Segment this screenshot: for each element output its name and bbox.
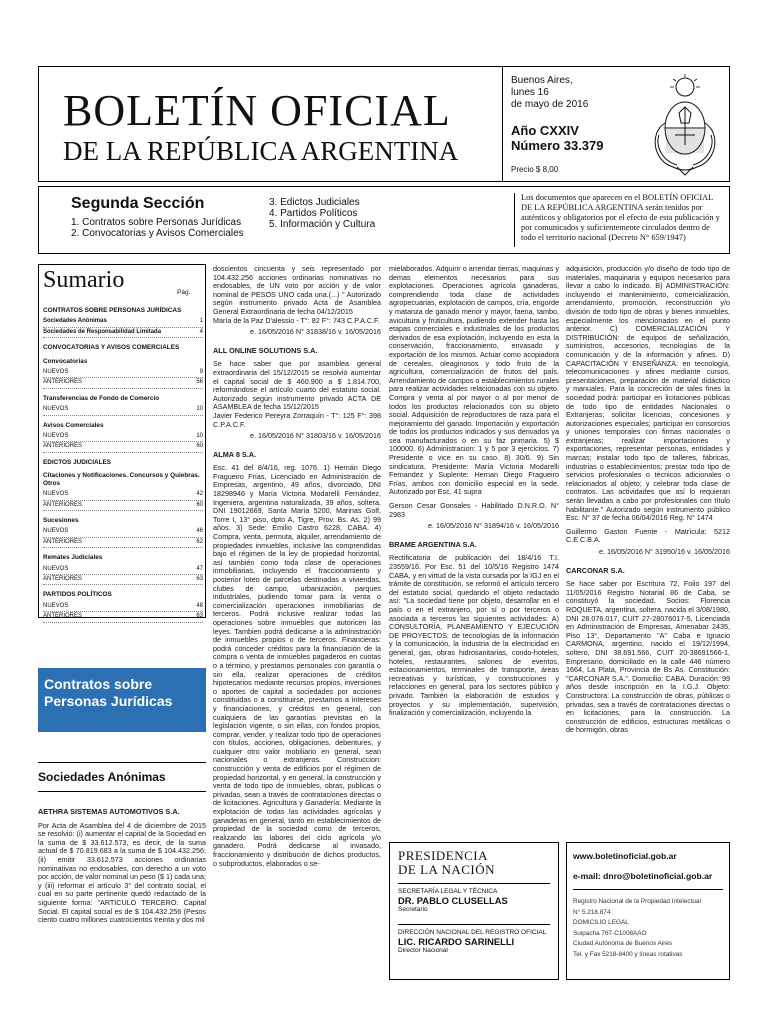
sumario-entry[interactable]	[43, 368, 203, 378]
column-4	[566, 265, 730, 845]
sumario-heading: EDICTOS JUDICIALES	[43, 458, 112, 466]
divider	[573, 889, 723, 890]
email-link[interactable]: e-mail: dnro@boletinoficial.gob.ar	[573, 871, 713, 881]
sumario-entry[interactable]	[43, 328, 203, 338]
sumario-entry[interactable]	[43, 575, 203, 585]
sumario-heading: PARTIDOS POLÍTICOS	[43, 591, 112, 599]
sumario-entry-label: NUEVOS	[43, 369, 69, 376]
notice-body: Se hace saber que por asamblea general extraordinaria del 15/12/2015 se resolvió aumentar el capital social de $ 460.900 a $ 1.814.700, reformándose el artículo cuarto del estatuto social. Autorizado según instrumento privado ACTA DE ASAMBLEA de fecha 15/12/2015	[213, 359, 381, 412]
sumario-entry[interactable]	[43, 317, 203, 327]
notice-heading: ALMA 8 S.A.	[213, 449, 257, 459]
sumario-entry-page: 63	[196, 575, 203, 582]
sumario-heading: Convocatorias	[43, 357, 88, 365]
section-item: 1. Contratos sobre Personas Jurídicas	[71, 217, 242, 228]
issue-info	[511, 75, 639, 174]
sumario-entry-page: 9	[199, 369, 203, 376]
sumario-entry-label: NUEVOS	[43, 433, 69, 440]
sumario-entry-page: 48	[196, 602, 203, 609]
notice-signature: Javier Federico Pereyra Zorraquín - T°: 125 F°: 398 C.P.A.C.F.	[213, 410, 381, 429]
secretaria-label: SECRETARÍA LEGAL Y TÉCNICA	[398, 888, 498, 895]
sumario-entry[interactable]	[43, 405, 203, 415]
contact-line: Suipacha 767-C1008AAO	[573, 929, 647, 937]
contact-line: DOMICILIO LEGAL	[573, 919, 629, 926]
sumario-entry[interactable]	[43, 378, 203, 388]
notice-body: Rectificatoria de publicación del 18/4/16 T.I. 23559/16. Por Esc. 51 del 10/5/16 Registro 1474 CABA, y en virtud de la vista cursada por la IGJ en el trámite de constitución, se reformó el artículo tercero del estatuto social, quedando el objeto redactado así: "La sociedad tiene por objeto, desarrollar en el país o en el extranjero, por sí o por terceros o asociada a terceros las siguientes actividades: A) CONSULTORÍA, PLANEAMIENTO Y EJECUCIÓN DE PROYECTOS: de tecnologías de la información y la comunicación, la industria de la electricidad en general, gas, obras hidrosanitarias, condo-hoteles, hoteles, restaurantes, salones de eventos, estacionamientos, terminales de transporte, áreas recreativas y turísticas, y construcciones y refacciones en general, para los sectores público y privado. También la elaboración de estudios y proyectos y su implementación, supervisión, finalización y comercialización, incluyendo la	[389, 553, 559, 718]
website-link[interactable]: www.boletinoficial.gob.ar	[573, 851, 677, 861]
section-header	[38, 186, 730, 254]
notice-heading: CARCONAR S.A.	[566, 565, 625, 575]
notice-heading: AETHRA SISTEMAS AUTOMOTIVOS S.A.	[38, 807, 180, 816]
sumario-entry-label: NUEVOS	[43, 491, 69, 498]
sumario-heading: Remates Judiciales	[43, 554, 103, 562]
notice-signature: Gerson Cesar Gonsales - Habilitado D.N.R.O. N° 2983	[389, 501, 559, 519]
sumario-heading: CONTRATOS SOBRE PERSONAS JURÍDICAS	[43, 307, 182, 314]
issue-weekday: lunes 16	[511, 87, 549, 98]
sumario-heading: Transferencias de Fondo de Comercio	[43, 394, 160, 402]
direccion-name: LIC. RICARDO SARINELLI	[398, 936, 515, 947]
section-banner-label: Contratos sobre Personas Jurídicas	[44, 676, 173, 709]
notice-body: adquisición, producción y/o diseño de todo tipo de materiales, maquinaria y equipos necesarios para llevar a cabo lo indicado. B) ADMINISTRACIÓN: incluyendo el mantenimiento, comercialización, arrendamiento, promoción, reconstrucción y/o división de todo tipo de obras y bienes inmuebles, especialmente los mencionados en el punto anterior. C) COMERCIALIZACIÓN Y DISTRIBUCIÓN: de equipos de señalización, suministros, accesorios, tecnologías de la comunicación y de la información y afines. D) CAPACITACIÓN Y ENSEÑANZA: en tecnología, telecomunicaciones y afines mediante cursos, presentaciones, preparación de material didáctico y manuales. Para la concreción de tales fines la sociedad podrá: participar en licitaciones públicas de todo tipo de entidades Nacionales o Extranjeras; solicitar licencias, concesiones y autorizaciones especiales; participar en consorcios y uniones temporales con firmas nacionales o extranjeras; realizar importaciones y exportaciones, representar personas, entidades y marcas; instalar todo tipo de talleres, fábricas, industrias o establecimientos; prestar todo tipo de servicios profesionales o técnicos adicionales o relacionados al objeto; y celebrar toda clase de contratos. Las actividades que así lo requieran serán llevadas a cabo por profesionales con título habilitante." Autorizado según instrumento público Esc. N° 37 de fecha 06/04/2016 Reg. N° 1474	[566, 264, 730, 523]
subsection-header	[38, 762, 206, 792]
sumario-entry-page: 60	[196, 501, 203, 508]
section-item: 2. Convocatorias y Avisos Comerciales	[71, 228, 244, 239]
sumario-entry[interactable]	[43, 602, 203, 612]
issue-year: Año CXXIV	[511, 123, 579, 138]
sumario-entry-label: NUEVOS	[43, 602, 69, 609]
presidencia-title	[398, 849, 495, 877]
masthead-title-block	[39, 67, 503, 181]
sumario-entry[interactable]	[43, 538, 203, 548]
issue-price: Precio $ 8,00	[511, 165, 559, 174]
sumario-entry-label: ANTERIORES	[43, 613, 83, 620]
sumario-entry-page: 1	[199, 318, 203, 325]
column-2	[213, 264, 381, 868]
contact-info	[573, 897, 701, 960]
secretaria-role: Secretario	[398, 906, 428, 913]
contact-line: N° 5.218.874	[573, 908, 611, 916]
sumario-entry[interactable]	[43, 501, 203, 511]
notice-body: mielaborados. Adquirir o arrendar tierras, maquinas y demas elementos necesarios para sus explotaciones. Operaciones agrícola ganaderas, comprendiendo toda clase de actividades agropecuarias, explotación de campos, cría, engorde y matanza de ganado menor y mayor, faena, tambo, avicultura y fruticultura, pudiendo extender hasta las etapas comerciales e industriales de los productos derivados de esa explotación, incluyendo en esta la conservación, fraccionamiento, envasado y exportación de los mismos. Actuar como acopiadora de cereales, oleaginosos y todo fruto de la agricultura, comercialización de frutos del país. Arrendamiento de campos o establecimientos rurales para realizar actividades relacionadas con su objeto. Compra y venta al por mayor o al por menor de todos los productos relacionados con su objeto social. Adquisición de reproductores de raza para el mejoramiento del ganado. Importación y exportación de todos los productos indicados y sus derivados ya sea manufacturados o en su faz primaria. 5) $ 100000. 6) Administracion: 1 y 5 por 3 ejercicios. 7) Presidente o vice en su caso. 8) 30/6. 9) Sin sindicatura. Presidente: María Victoria Modarelli Fernandez y Suplente: Hernan Diego Fragueiro Frías, ambos con domicilio especial en la sede. Autorizado por Esc. 41 supra	[389, 264, 559, 497]
contact-line: Registro Nacional de la Propiedad Intelectual	[573, 898, 701, 905]
sumario-list	[43, 301, 203, 623]
sumario-entry-label: ANTERIORES	[43, 538, 83, 545]
sumario-entry-label: NUEVOS	[43, 406, 69, 413]
sumario-entry-label: NUEVOS	[43, 528, 69, 535]
section-item: 4. Partidos Políticos	[269, 208, 358, 219]
sumario-entry-page: 46	[196, 528, 203, 535]
contact-box	[566, 842, 730, 980]
contact-line: Ciudad Autónoma de Buenos Aires	[573, 940, 673, 947]
sumario-entry-page: 56	[196, 379, 203, 386]
sumario-entry-label: ANTERIORES	[43, 575, 83, 582]
sumario-entry-label: ANTERIORES	[43, 379, 83, 386]
coat-of-arms-icon	[645, 73, 725, 177]
issue-city: Buenos Aires,	[511, 75, 573, 86]
sumario-entry-label: Sociedades Anónimas	[43, 318, 107, 325]
direccion-label: DIRECCIÓN NACIONAL DEL REGISTRO OFICIAL	[398, 929, 547, 936]
sumario-entry-page: 63	[196, 613, 203, 620]
sumario-entry-page: 10	[196, 406, 203, 413]
column-3	[389, 265, 559, 845]
sumario-entry[interactable]	[43, 442, 203, 452]
section-banner	[38, 668, 206, 732]
notice-registration: e. 16/05/2016 N° 31894/16 v. 16/05/2016	[427, 521, 559, 531]
sumario-heading: Sucesiones	[43, 516, 79, 524]
masthead	[38, 66, 730, 182]
section-item: 3. Edictos Judiciales	[269, 197, 360, 208]
presidencia-title-line1: PRESIDENCIA	[398, 848, 489, 863]
sumario-box	[38, 264, 206, 618]
notice-body: Se hace saber por Escritura 72, Folio 197 del 11/05/2016 Registro Notarial 86 de Caba, se constituyó la sociedad. Socios: Florencia ROQUETA, argentina, soltera, nacida el 3/08/1980, DNI 28.076.017, CUIT 27-28076017-5, Licenciada en Administración de Empresas, Amenabar 2435, Piso 13°, Departamento "A" Caba e Ignacio CARMONA, argentino, nacido el 19/12/1994, soltero, DNI 38.691.566, CUIT 20-38691566-1, Empresario, domiciliado en la calle 446 número 1664, La Plata, Provincia de Bs As. Constitución: "CARCONAR S.A.". Domicilio: CABA. Duración: 99 años desde inscripción en la I.G.J. Objeto: Constructora: La construcción de obras, públicas o privadas, sea a través de contrataciones directas o en licitaciones, para la construcción. La construcción de edificios, estructuras metálicas o de hormigón, obras	[566, 579, 730, 735]
section-item: 5. Información y Cultura	[269, 219, 376, 230]
legal-notice: Los documentos que aparecen en el BOLETÍN OFICIAL DE LA REPÚBLICA ARGENTINA serán tenidos por auténticos y obligatorios por el efecto de esta publicación y por comunicados y suficientemente circulados dentro de todo el territorio nacional (Decreto N° 659/1947)	[514, 193, 726, 247]
section-title: Segunda Sección	[71, 195, 205, 212]
sumario-heading: Citaciones y Notificaciones. Concursos y Quiebras. Otros	[43, 472, 200, 487]
notice-body: doscientos cincuenta y seis representado por 104.432.256 acciones ordinarias nominativas no endosables, de UN voto por acción y de valor nominal de PESOS UNO cada una.(...) " Autorizado según instrumento privado Acta de Asamblea General Extraordinaria de fecha 04/12/2015	[213, 264, 381, 316]
sumario-entry-page: 4	[199, 328, 203, 335]
sumario-entry[interactable]	[43, 612, 203, 622]
section-list-right	[269, 197, 375, 230]
issue-date: de mayo de 2016	[511, 99, 589, 110]
notice-body: Por Acta de Asamblea del 4 de diciembre de 2015 se resolvió: (i) aumentar el capital de la Sociedad en la suma de $ 33.612.573, es decir, de la suma actual de $ 70.819.683 a la suma de $ 104.432.256; (ii) emitir 33.612.573 acciones ordinarias nominativas no endosables, con derecho a un voto por acción, de valor nominal un peso ($ 1) cada una; y (iii) reformar el artículo 3° del contrato social, el cual en su parte pertinente quedó redactado de la siguiente forma: "ARTICULO TERCERO: Capital Social. El capital social es de $ 104.432.256 (Pesos ciento cuatro millones cuatrocientos treinta y dos mil	[38, 820, 206, 925]
page-title: BOLETÍN OFICIAL	[63, 86, 451, 135]
secretaria-name: DR. PABLO CLUSELLAS	[398, 895, 508, 906]
notice-signature: Guillermo Gaston Fuente - Matrícula: 5212 C.E.C.B.A.	[566, 526, 730, 545]
notice-registration: e. 16/05/2016 N° 31950/16 v. 16/05/2016	[598, 547, 730, 556]
divider	[398, 924, 550, 925]
sumario-entry-page: 47	[196, 565, 203, 572]
sumario-entry-page: 62	[196, 538, 203, 545]
page-subtitle: DE LA REPÚBLICA ARGENTINA	[63, 136, 459, 166]
direccion-role: Director Nacional	[398, 947, 448, 954]
sumario-entry-page: 10	[196, 433, 203, 440]
issue-number: Número 33.379	[511, 138, 604, 153]
sumario-entry-label: Sociedades de Responsabilidad Limitada	[43, 328, 162, 335]
sumario-entry[interactable]	[43, 490, 203, 500]
sumario-heading: CONVOCATORIAS Y AVISOS COMERCIALES	[43, 344, 180, 352]
sumario-entry[interactable]	[43, 527, 203, 537]
sumario-entry-label: NUEVOS	[43, 565, 69, 572]
presidencia-title-line2: DE LA NACIÓN	[398, 862, 495, 877]
presidencia-staff	[398, 883, 550, 955]
sumario-entry-label: ANTERIORES	[43, 501, 83, 508]
column-1	[38, 808, 206, 978]
sumario-entry-page: 60	[196, 443, 203, 450]
subsection-title: Sociedades Anónimas	[38, 770, 166, 784]
sumario-entry[interactable]	[43, 565, 203, 575]
section-list-left	[71, 217, 244, 239]
sumario-heading: Avisos Comerciales	[43, 421, 104, 429]
sumario-title: Sumario	[43, 267, 125, 293]
contact-line: Tel. y Fax 5218-8400 y líneas rotativas	[573, 950, 683, 958]
presidencia-box	[389, 842, 559, 980]
notice-registration: e. 16/05/2016 N° 31838/16 v. 16/05/2016	[249, 327, 381, 337]
sumario-entry-label: ANTERIORES	[43, 443, 83, 450]
sumario-page-label: Pág.	[177, 289, 191, 296]
sumario-entry-page: 42	[196, 491, 203, 498]
notice-heading: ALL ONLINE SOLUTIONS S.A.	[213, 345, 318, 355]
notice-heading: BRAME ARGENTINA S.A.	[389, 539, 477, 549]
notice-signature: María de la Paz D'alessio - T°: 82 F°: 743 C.P.A.C.F.	[213, 315, 380, 325]
notice-registration: e. 16/05/2016 N° 31803/16 v. 16/05/2016	[249, 431, 381, 441]
sumario-entry[interactable]	[43, 432, 203, 442]
notice-body: Esc. 41 del 8/4/16, reg. 1076. 1) Hernán Diego Fragueiro Frías, Licenciado en Administración de Empresas, argentino, 49 años, divorciado, DNI 18298946 y María Victoria Modarelli Fernández, Ingeniera, argentina naturalizada, 39 años, soltera, DNI 19012669, Santa María 5200, Marinas Golf, Torre I, 13° piso, dpto A, Tigre, Prov. Bs. As. 2) 99 años. 3) Sede: Emilio Castro 6228, CABA. 4) Compra, venta, permuta, alquiler, arrendamiento de propiedades inmuebles, inclusive las comprendidas bajo el régimen de la ley de propiedad horizontal, así también como toda clase de operaciones inmobiliarias, incluyendo el fraccionamiento y posterior loteo de parcelas destinadas a viviendas, clubes de campo, urbanización, parques industriales, pudiendo tomar para la venta o comercialización operaciones inmobiliarias de terceros. Podrá inclusive realizar todas las operaciones sobre inmuebles que autoricen las leyes. Tambien podrá dedicarse a la administración de inmuebles propios o de terceros. Financieras: podrá conceder créditos para la financiación de la compra o venta de inmuebles pagaderos en cuotas o a término, y prestamos personales con garantía o sin ella, realizar operaciones de créditos hipotecarios mediante recursos propios, inversiones o aportes de capital a sociedades por acciones constituidas o a constituirse, prestamos a intereses y financiaciones, y créditos en general, con cualquiera de las garantías previstas en la legislación vigente, o sin ellas, con fondos propios, comprar, vender, y realizar todo tipo de operaciones con títulos, acciones, obligaciones, debentures, y cualquier otro valor mobiliario en general, sean nacionales o extranjeros. Construccion: construcción y venta de edificios por el régimen de propiedad horizontal, y en general, la construcción y venta de todo tipo de inmuebles, obras, publicas o privadas, sean a través de contrataciones directas o de licitaciones. Agricultura y Ganadería: Mediante la explotación de todas las actividades agrícolas y ganaderas en general, tanto en establecimientos de propiedad de la sociedad como de terceros, realizando las labores del ciclo agrícola y/o ganadero. Podrá dedicarse al invasado, fraccionamiento y distribución de dichos productos, o subproductos, elaborados o se-	[213, 463, 381, 868]
divider	[398, 883, 550, 884]
